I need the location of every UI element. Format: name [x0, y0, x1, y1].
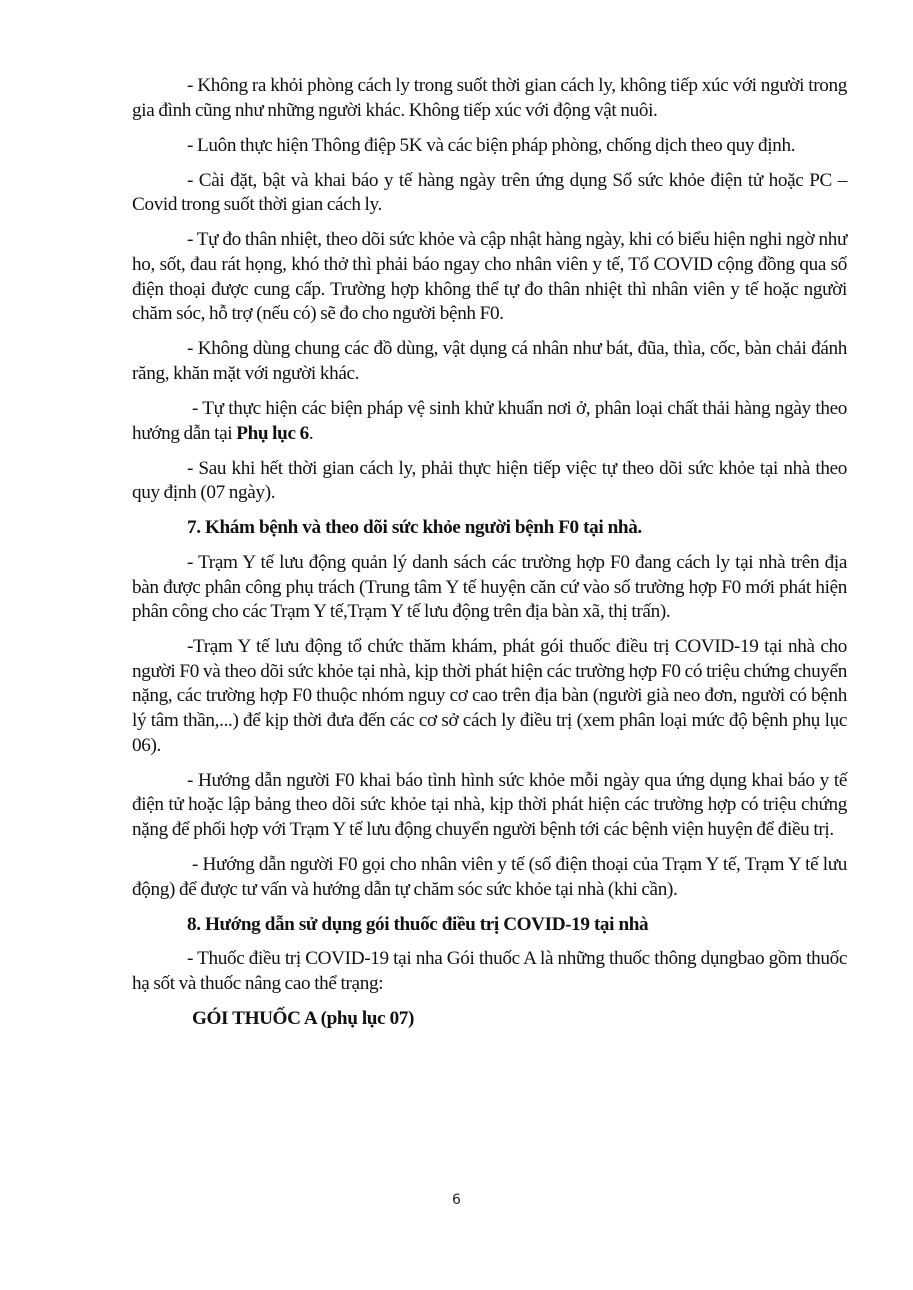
section-7-paragraph: - Hướng dẫn người F0 khai báo tình hình sức khỏe mỗi ngày qua ứng dụng khai báo y tế điện tử hoặc lập bảng theo dõi sức khỏe tại nhà, kịp thời phát hiện các trường hợp có triệu chứng nặng để phối hợp với Trạm Y tế lưu động chuyển người bệnh tới các bệnh viện huyện để điều trị. [132, 769, 847, 840]
section-7-heading: 7. Khám bệnh và theo dõi sức khỏe người bệnh F0 tại nhà. [187, 517, 642, 539]
section-8-paragraph: - Thuốc điều trị COVID-19 tại nha Gói thuốc A là những thuốc thông dụngbao gồm thuốc hạ sốt và thuốc nâng cao thể trạng: [132, 948, 847, 994]
section-7-paragraph: - Trạm Y tế lưu động quản lý danh sách các trường hợp F0 đang cách ly tại nhà trên địa bàn được phân công phụ trách (Trung tâm Y tế huyện căn cứ vào số trường hợp F0 mới phát hiện phân công cho các Trạm Y tế,Trạm Y tế lưu động trên địa bàn xã, thị trấn). [132, 552, 847, 623]
paragraph-5k-message: - Luôn thực hiện Thông điệp 5K và các biện pháp phòng, chống dịch theo quy định. [187, 134, 796, 156]
document-page [132, 74, 847, 1042]
section-7-paragraph: - Hướng dẫn người F0 gọi cho nhân viên y tế (số điện thoại của Trạm Y tế, Trạm Y tế lưu động) để được tư vấn và hướng dẫn tự chăm sóc sức khỏe tại nhà (khi cần). [132, 854, 847, 900]
page-number: 6 [452, 1192, 461, 1208]
paragraph-disinfection [132, 397, 847, 446]
paragraph-no-sharing: - Không dùng chung các đồ dùng, vật dụng cá nhân như bát, đũa, thìa, cốc, bàn chải đánh răng, khăn mặt với người khác. [132, 338, 847, 384]
section-7-paragraph: -Trạm Y tế lưu động tổ chức thăm khám, phát gói thuốc điều trị COVID-19 tại nhà cho người F0 và theo dõi sức khỏe tại nhà, kịp thời phát hiện các trường hợp F0 có triệu chứng chuyển nặng, các trường hợp F0 thuộc nhóm nguy cơ cao trên địa bàn (người già neo đơn, người có bệnh lý tâm thần,...) để kịp thời đưa đến các cơ sở cách ly điều trị (xem phân loại mức độ bệnh phụ lục 06). [132, 636, 847, 756]
appendix-6-reference: Phụ lục 6 [236, 422, 309, 444]
paragraph-no-leaving-room: - Không ra khỏi phòng cách ly trong suốt thời gian cách ly, không tiếp xúc với người trong gia đình cũng như những người khác. Không tiếp xúc với động vật nuôi. [132, 75, 847, 121]
disinfection-text-end: . [308, 422, 314, 444]
disinfection-text: - Tự thực hiện các biện pháp vệ sinh khử khuẩn nơi ở, phân loại chất thải hàng ngày theo hướng dẫn tại [132, 398, 847, 444]
package-a-heading: GÓI THUỐC A (phụ lục 07) [192, 1008, 414, 1029]
section-8-heading: 8. Hướng dẫn sử dụng gói thuốc điều trị COVID-19 tại nhà [187, 913, 649, 935]
paragraph-after-isolation: - Sau khi hết thời gian cách ly, phải thực hiện tiếp việc tự theo dõi sức khỏe tại nhà theo quy định (07 ngày). [132, 457, 847, 504]
paragraph-health-app: - Cài đặt, bật và khai báo y tế hàng ngày trên ứng dụng Sổ sức khỏe điện tử hoặc PC – Covid trong suốt thời gian cách ly. [132, 169, 847, 216]
paragraph-temperature: - Tự đo thân nhiệt, theo dõi sức khỏe và cập nhật hàng ngày, khi có biểu hiện nghi ngờ như ho, sốt, đau rát họng, khó thở thì phải báo ngay cho nhân viên y tế, Tổ COVID cộng đồng qua số điện thoại được cung cấp. Trường hợp không thể tự đo thân nhiệt thì nhân viên y tế hoặc người chăm sóc, hỗ trợ (nếu có) sẽ đo cho người bệnh F0. [132, 229, 847, 325]
